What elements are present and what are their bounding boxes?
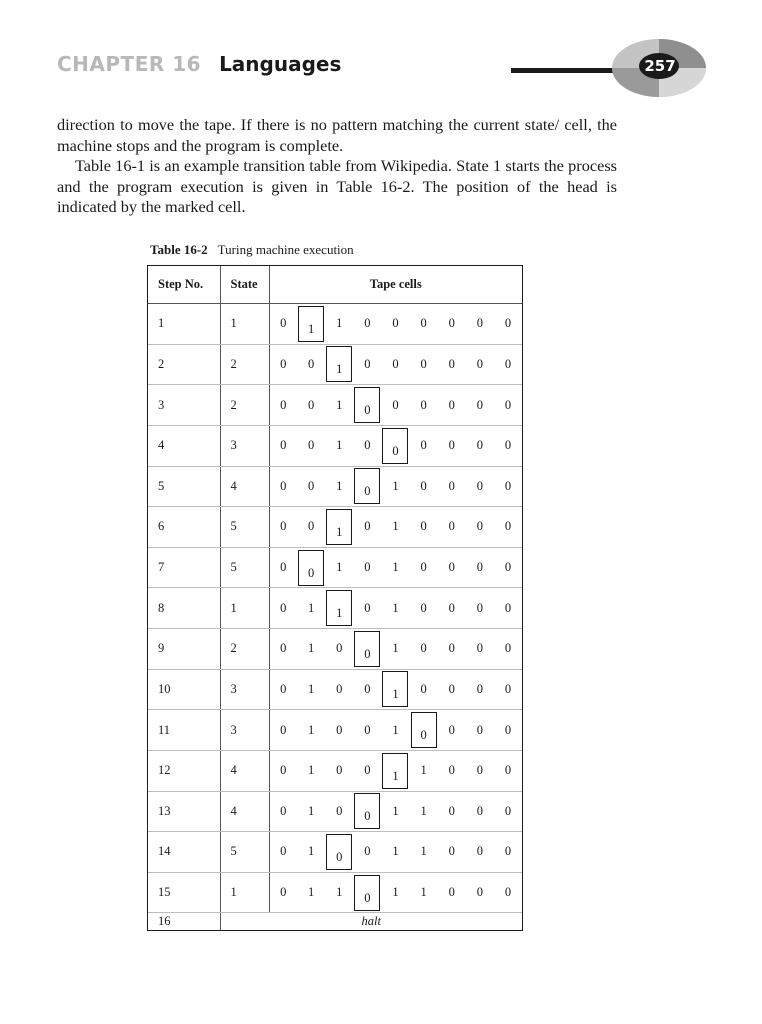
- tape-cell: 1: [410, 791, 438, 832]
- tape-cell: 0: [325, 710, 353, 751]
- turing-table: [147, 265, 523, 931]
- step-number: 9: [148, 629, 220, 670]
- state-value: 2: [220, 344, 269, 385]
- tape-cell: 0: [438, 872, 466, 913]
- tape-cell: 1: [381, 547, 409, 588]
- tape-cell: 1: [381, 629, 409, 670]
- tape-cell: 0: [466, 304, 494, 345]
- tape-cell: 0: [297, 344, 325, 385]
- state-value: 4: [220, 466, 269, 507]
- header-rule: [511, 68, 621, 73]
- tape-cell: 1: [297, 629, 325, 670]
- table-caption-label: Table 16-2: [150, 242, 208, 257]
- tape-cell: 1: [297, 872, 325, 913]
- tape-cell: 1: [381, 588, 409, 629]
- tape-cell: 1: [381, 791, 409, 832]
- tape-cell: 0: [381, 344, 409, 385]
- tape-cell-head: [410, 710, 438, 751]
- tape-cell: 0: [297, 507, 325, 548]
- tape-cell: 0: [353, 304, 381, 345]
- tape-cell: 0: [438, 344, 466, 385]
- tape-cell: 0: [438, 466, 466, 507]
- step-number: 1: [148, 304, 220, 345]
- tape-cell: 0: [297, 466, 325, 507]
- page-number-badge: [611, 38, 707, 98]
- tape-cell: 1: [381, 466, 409, 507]
- tape-cell: 0: [410, 669, 438, 710]
- tape-cell: 0: [494, 791, 522, 832]
- tape-cell-head: [353, 385, 381, 426]
- tape-cell: 0: [438, 669, 466, 710]
- turing-execution-table: [148, 266, 522, 930]
- tape-cell: 0: [494, 588, 522, 629]
- tape-cell: 0: [466, 791, 494, 832]
- table-row: [148, 629, 522, 670]
- tape-cell: 0: [269, 507, 297, 548]
- step-number: 15: [148, 872, 220, 913]
- tape-cell: 0: [494, 304, 522, 345]
- tape-cell: 0: [438, 710, 466, 751]
- state-value: 2: [220, 629, 269, 670]
- head-marker: 1: [298, 306, 324, 342]
- tape-cell: 1: [381, 872, 409, 913]
- state-value: 1: [220, 872, 269, 913]
- tape-cell: 0: [325, 669, 353, 710]
- table-row: [148, 832, 522, 873]
- header-state: State: [220, 266, 269, 304]
- tape-cell: 0: [438, 629, 466, 670]
- tape-cell: 0: [353, 669, 381, 710]
- step-number: 11: [148, 710, 220, 751]
- tape-cell: 0: [353, 750, 381, 791]
- tape-cell: 1: [325, 385, 353, 426]
- tape-cell: 0: [353, 710, 381, 751]
- tape-cell: 1: [325, 547, 353, 588]
- step-number: 6: [148, 507, 220, 548]
- tape-cell: 0: [353, 588, 381, 629]
- step-number: 2: [148, 344, 220, 385]
- tape-cell: 0: [325, 629, 353, 670]
- tape-cell: 0: [438, 507, 466, 548]
- head-marker: 1: [326, 346, 352, 382]
- tape-cell: 0: [466, 425, 494, 466]
- header-tape: Tape cells: [269, 266, 522, 304]
- tape-cell-head: [325, 832, 353, 873]
- table-row: [148, 588, 522, 629]
- step-number: 3: [148, 385, 220, 426]
- tape-cell: 0: [494, 832, 522, 873]
- table-row: [148, 750, 522, 791]
- tape-cell: 0: [410, 507, 438, 548]
- tape-cell: 0: [438, 750, 466, 791]
- tape-cell: 0: [466, 507, 494, 548]
- table-row: [148, 710, 522, 751]
- tape-cell: 0: [494, 710, 522, 751]
- tape-cell-head: [381, 669, 409, 710]
- tape-cell-head: [353, 629, 381, 670]
- tape-cell: 0: [466, 629, 494, 670]
- tape-cell: 0: [466, 466, 494, 507]
- tape-cell: 0: [269, 872, 297, 913]
- head-marker: 0: [354, 468, 380, 504]
- tape-cell: 0: [466, 669, 494, 710]
- tape-cell: 0: [325, 791, 353, 832]
- tape-cell: 0: [410, 385, 438, 426]
- tape-cell: 0: [494, 466, 522, 507]
- table-row: [148, 466, 522, 507]
- tape-cell: 0: [410, 588, 438, 629]
- table-row: [148, 304, 522, 345]
- tape-cell: 0: [494, 629, 522, 670]
- tape-cell: 0: [494, 385, 522, 426]
- head-marker: 1: [326, 590, 352, 626]
- tape-cell: 0: [494, 547, 522, 588]
- tape-cell-head: [353, 872, 381, 913]
- state-value: 5: [220, 832, 269, 873]
- tape-cell: 0: [269, 547, 297, 588]
- tape-cell: 1: [410, 750, 438, 791]
- tape-cell: 0: [438, 547, 466, 588]
- tape-cell-head: [297, 547, 325, 588]
- table-row-final: [148, 913, 522, 930]
- tape-cell: 1: [410, 872, 438, 913]
- head-marker: 0: [326, 834, 352, 870]
- header-step: Step No.: [148, 266, 220, 304]
- tape-cell: 0: [410, 304, 438, 345]
- head-marker: 1: [326, 509, 352, 545]
- tape-cell: 1: [297, 588, 325, 629]
- tape-cell: 0: [466, 872, 494, 913]
- tape-cell: 0: [381, 304, 409, 345]
- table-caption-text: Turing machine execution: [217, 242, 354, 257]
- tape-cell-head: [353, 466, 381, 507]
- table-row: [148, 507, 522, 548]
- tape-cell: 0: [297, 385, 325, 426]
- head-marker: 1: [382, 671, 408, 707]
- tape-cell: 1: [297, 791, 325, 832]
- table-row: [148, 872, 522, 913]
- tape-cell-head: [381, 425, 409, 466]
- tape-cell: 0: [410, 425, 438, 466]
- step-number: 10: [148, 669, 220, 710]
- step-number: 5: [148, 466, 220, 507]
- tape-cell: 1: [381, 507, 409, 548]
- tape-cell: 1: [297, 710, 325, 751]
- page-number: 257: [644, 57, 676, 75]
- tape-cell: 0: [269, 385, 297, 426]
- head-marker: 1: [382, 753, 408, 789]
- tape-cell: 1: [325, 466, 353, 507]
- tape-cell: 0: [438, 832, 466, 873]
- state-value: 2: [220, 385, 269, 426]
- tape-cell: 0: [269, 832, 297, 873]
- step-number: 4: [148, 425, 220, 466]
- tape-cell: 1: [297, 669, 325, 710]
- table-row: [148, 344, 522, 385]
- tape-cell: 0: [269, 750, 297, 791]
- head-marker: 0: [382, 428, 408, 464]
- step-number: 14: [148, 832, 220, 873]
- tape-cell: 0: [381, 385, 409, 426]
- tape-cell: 0: [269, 710, 297, 751]
- step-number: 13: [148, 791, 220, 832]
- state-value: 3: [220, 425, 269, 466]
- tape-cell-head: [353, 791, 381, 832]
- chapter-label: CHAPTER 16: [57, 52, 202, 76]
- tape-cell: 1: [297, 750, 325, 791]
- step-number: 12: [148, 750, 220, 791]
- tape-cell: 1: [381, 832, 409, 873]
- tape-cell: 0: [353, 832, 381, 873]
- tape-cell-head: [325, 507, 353, 548]
- table-row: [148, 425, 522, 466]
- table-caption: [150, 242, 354, 258]
- state-value: 1: [220, 304, 269, 345]
- tape-cell-head: [297, 304, 325, 345]
- tape-cell: 0: [410, 344, 438, 385]
- step-number: 8: [148, 588, 220, 629]
- step-number: 7: [148, 547, 220, 588]
- paragraph: direction to move the tape. If there is no pattern matching the current state/ cell, the machine stops and the program is complete.: [57, 115, 617, 155]
- tape-cell: 0: [494, 750, 522, 791]
- step-number: 16: [148, 913, 220, 930]
- tape-cell: 0: [269, 344, 297, 385]
- tape-cell: 0: [297, 425, 325, 466]
- halt-label: halt: [361, 914, 381, 929]
- state-value: 1: [220, 588, 269, 629]
- head-marker: 0: [298, 550, 324, 586]
- tape-cell: 0: [269, 304, 297, 345]
- chapter-title: Languages: [219, 52, 342, 76]
- tape-cell: 0: [269, 466, 297, 507]
- tape-cell: 0: [494, 425, 522, 466]
- tape-cell: 0: [466, 344, 494, 385]
- body-text: [57, 115, 617, 218]
- state-value: 4: [220, 791, 269, 832]
- table-body: [148, 304, 522, 931]
- tape-cell: 0: [466, 832, 494, 873]
- head-marker: 0: [354, 631, 380, 667]
- running-header: [57, 52, 341, 76]
- tape-cell: 0: [353, 507, 381, 548]
- tape-cell: 0: [269, 588, 297, 629]
- paragraph: Table 16-1 is an example transition table from Wikipedia. State 1 starts the process and the program execution is given in Table 16-2. The position of the head is indicated by the marked cell.: [57, 156, 617, 216]
- tape-cell: 0: [269, 791, 297, 832]
- state-value: 3: [220, 710, 269, 751]
- tape-cell: 0: [410, 466, 438, 507]
- tape-cell: 0: [438, 385, 466, 426]
- tape-cell: 1: [325, 425, 353, 466]
- tape-cell: 0: [269, 669, 297, 710]
- tape-cell-head: [325, 344, 353, 385]
- table-row: [148, 791, 522, 832]
- tape-cell: 0: [325, 750, 353, 791]
- tape-cell: 0: [353, 547, 381, 588]
- tape-cell: 0: [269, 629, 297, 670]
- head-marker: 0: [411, 712, 437, 748]
- tape-cell: 1: [325, 872, 353, 913]
- tape-cell: 1: [325, 304, 353, 345]
- tape-cell: 0: [466, 385, 494, 426]
- state-value: 5: [220, 507, 269, 548]
- tape-cell: 0: [494, 669, 522, 710]
- tape-cell: 0: [353, 344, 381, 385]
- tape-cell: 0: [494, 507, 522, 548]
- table-row: [148, 669, 522, 710]
- tape-cell: 1: [410, 832, 438, 873]
- state-value: 3: [220, 669, 269, 710]
- head-marker: 0: [354, 793, 380, 829]
- tape-cell: 0: [494, 872, 522, 913]
- tape-cell: 1: [381, 710, 409, 751]
- tape-cell: 0: [494, 344, 522, 385]
- tape-cell: 1: [297, 832, 325, 873]
- tape-cell: 0: [410, 629, 438, 670]
- tape-cell-head: [381, 750, 409, 791]
- tape-cell: 0: [466, 750, 494, 791]
- tape-cell: 0: [466, 588, 494, 629]
- table-row: [148, 547, 522, 588]
- tape-cell: 0: [410, 547, 438, 588]
- tape-cell-head: [325, 588, 353, 629]
- head-marker: 0: [354, 875, 380, 911]
- table-header-row: [148, 266, 522, 304]
- table-row: [148, 385, 522, 426]
- tape-cell: 0: [269, 425, 297, 466]
- tape-cell: 0: [438, 588, 466, 629]
- tape-cell: 0: [438, 791, 466, 832]
- head-marker: 0: [354, 387, 380, 423]
- tape-cell: 0: [353, 425, 381, 466]
- tape-cell: 0: [466, 710, 494, 751]
- tape-cell: 0: [466, 547, 494, 588]
- state-value: 5: [220, 547, 269, 588]
- tape-cell: 0: [438, 304, 466, 345]
- tape-cell: 0: [438, 425, 466, 466]
- state-value: 4: [220, 750, 269, 791]
